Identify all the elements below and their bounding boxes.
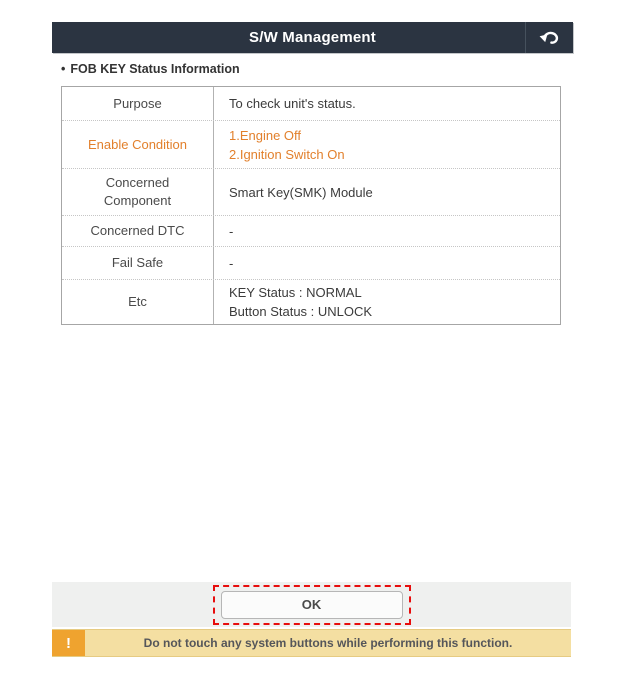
row-value: Smart Key(SMK) Module: [229, 184, 373, 200]
section-title-label: FOB KEY Status Information: [70, 62, 240, 76]
back-button[interactable]: [525, 22, 573, 53]
table-row-enable-condition: [62, 120, 560, 168]
bullet-glyph: •: [61, 62, 66, 76]
exclamation-icon: !: [52, 630, 85, 656]
info-table: [61, 86, 561, 325]
ok-button[interactable]: OK: [221, 591, 403, 619]
row-value: -: [229, 223, 234, 239]
row-label: Fail Safe: [62, 247, 214, 279]
button-bar: [52, 582, 571, 627]
row-label: Purpose: [62, 87, 214, 120]
row-label: Concerned DTC: [62, 216, 214, 246]
warning-message: Do not touch any system buttons while performing this function.: [143, 636, 513, 650]
table-row-concerned-component: [62, 168, 560, 215]
row-value: 1.Engine Off 2.Ignition Switch On: [229, 127, 345, 162]
table-row-purpose: [62, 87, 560, 120]
ok-focus-outline: [213, 585, 411, 625]
row-label: Etc: [62, 280, 214, 324]
row-value: KEY Status : NORMAL Button Status : UNLOCK: [229, 285, 373, 319]
app-header: [52, 22, 573, 53]
row-value: -: [229, 255, 234, 271]
row-label: Concerned Component: [62, 169, 214, 215]
section-title: [61, 62, 240, 76]
return-arrow-icon: [538, 30, 561, 45]
row-value: To check unit's status.: [229, 96, 356, 111]
table-row-etc: [62, 279, 560, 324]
table-row-fail-safe: [62, 246, 560, 279]
row-label: Enable Condition: [62, 121, 214, 168]
table-row-concerned-dtc: [62, 215, 560, 246]
warning-bar: [52, 629, 571, 657]
page-title: S/W Management: [249, 29, 376, 46]
